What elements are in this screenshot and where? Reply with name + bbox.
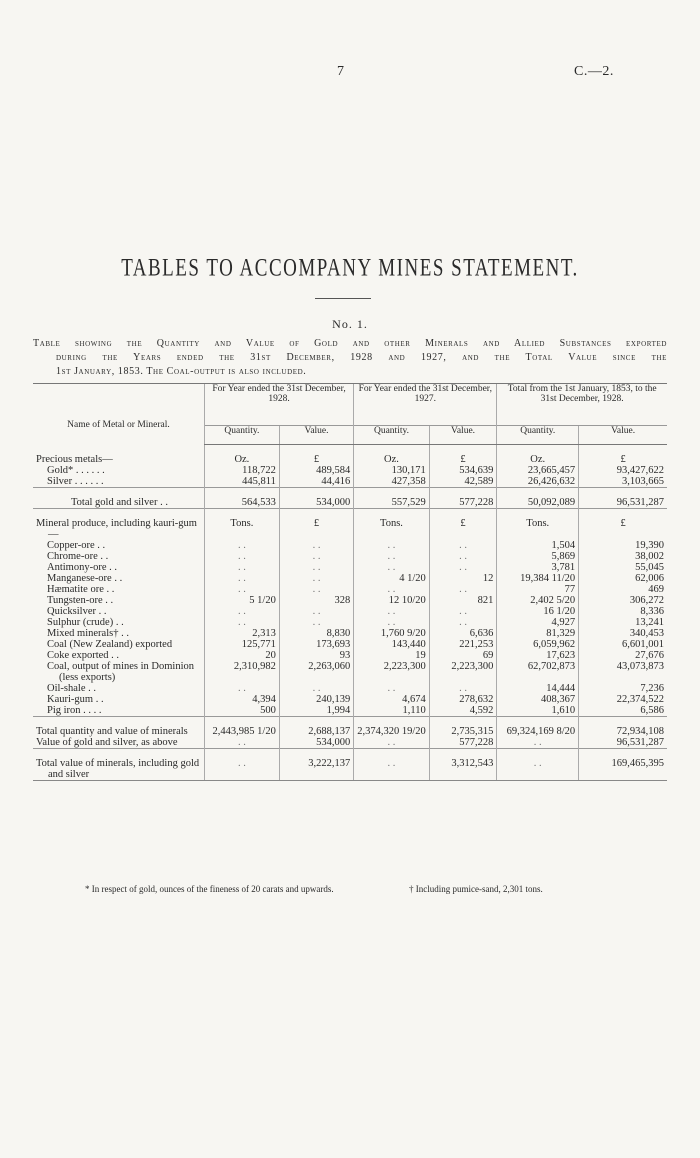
value-cell: 12 — [429, 573, 497, 584]
spacer-cell — [579, 716, 667, 726]
quantity-cell: Tons. — [497, 518, 579, 540]
quantity-cell: Tons. — [204, 518, 279, 540]
spacer-cell — [429, 748, 497, 758]
table-row — [33, 726, 667, 737]
spacer-cell — [354, 508, 430, 518]
table-row — [33, 737, 667, 749]
value-cell: 13,241 — [579, 617, 667, 628]
value-cell: 22,374,522 — [579, 694, 667, 705]
table-row — [33, 551, 667, 562]
empty-cell: . . — [354, 551, 430, 562]
value-cell: 534,000 — [279, 737, 353, 749]
spacer-cell — [33, 444, 204, 454]
row-label: Hæmatite ore . . — [47, 583, 115, 595]
quantity-cell: 2,223,300 — [354, 661, 430, 683]
quantity-cell: Oz. — [354, 454, 430, 465]
quantity-cell: Oz. — [204, 454, 279, 465]
empty-cell: . . — [204, 737, 279, 749]
empty-cell: . . — [497, 758, 579, 781]
row-label: Coal (New Zealand) exported — [47, 638, 173, 650]
quantity-cell: 23,665,457 — [497, 465, 579, 476]
row-label: Precious metals— — [36, 453, 113, 465]
value-cell: 62,006 — [579, 573, 667, 584]
empty-cell: . . — [429, 617, 497, 628]
spacer-cell — [33, 487, 204, 497]
spacer-cell — [579, 444, 667, 454]
value-cell: £ — [429, 518, 497, 540]
header-value: Value. — [429, 426, 497, 444]
empty-cell: . . — [354, 758, 430, 781]
table-row — [33, 628, 667, 639]
value-cell: 240,139 — [279, 694, 353, 705]
spacer-cell — [279, 508, 353, 518]
spacer-cell — [204, 508, 279, 518]
quantity-cell: 445,811 — [204, 476, 279, 488]
page-title: TABLES TO ACCOMPANY MINES STATEMENT. — [121, 254, 579, 283]
row-label: Value of gold and silver, as above — [36, 736, 178, 748]
empty-cell: . . — [279, 584, 353, 595]
page-reference: C.—2. — [574, 64, 614, 79]
header-value: Value. — [279, 426, 353, 444]
empty-cell: . . — [279, 573, 353, 584]
table-row — [33, 683, 667, 694]
page-number: 7 — [337, 64, 344, 79]
quantity-cell: 2,313 — [204, 628, 279, 639]
quantity-cell: 4,394 — [204, 694, 279, 705]
quantity-cell: 408,367 — [497, 694, 579, 705]
empty-cell: . . — [279, 562, 353, 573]
spacer-cell — [497, 508, 579, 518]
spacer-cell — [354, 748, 430, 758]
table-row — [33, 518, 667, 540]
table-row — [33, 639, 667, 650]
row-label: Pig iron . . . . — [47, 704, 102, 716]
spacer-cell — [579, 508, 667, 518]
quantity-cell: 118,722 — [204, 465, 279, 476]
table-row — [33, 465, 667, 476]
empty-cell: . . — [204, 606, 279, 617]
quantity-cell: 26,426,632 — [497, 476, 579, 488]
value-cell: 38,002 — [579, 551, 667, 562]
quantity-cell: 19 — [354, 650, 430, 661]
quantity-cell: 1,110 — [354, 705, 430, 717]
value-cell: 328 — [279, 595, 353, 606]
value-cell: 221,253 — [429, 639, 497, 650]
spacer-row — [33, 508, 667, 518]
value-cell: 534,000 — [279, 497, 353, 509]
quantity-cell: 4 1/20 — [354, 573, 430, 584]
empty-cell: . . — [354, 562, 430, 573]
row-label: Mixed minerals† . . — [47, 627, 129, 639]
quantity-cell: 1,610 — [497, 705, 579, 717]
table-row — [33, 661, 667, 683]
empty-cell: . . — [204, 573, 279, 584]
value-cell: £ — [429, 454, 497, 465]
spacer-cell — [429, 444, 497, 454]
spacer-cell — [354, 716, 430, 726]
row-label: Tungsten-ore . . — [47, 594, 114, 606]
quantity-cell: 500 — [204, 705, 279, 717]
row-label: Total value of minerals, including gold and silver — [33, 758, 204, 781]
spacer-cell — [279, 444, 353, 454]
value-cell: 173,693 — [279, 639, 353, 650]
table-row — [33, 595, 667, 606]
value-cell: 69 — [429, 650, 497, 661]
empty-cell: . . — [279, 540, 353, 551]
quantity-cell: 17,623 — [497, 650, 579, 661]
value-cell: 577,228 — [429, 497, 497, 509]
row-label: Manganese-ore . . — [47, 572, 123, 584]
caption-line-3: 1st January, 1853. The Coal-output is also included. — [56, 366, 307, 377]
table-row — [33, 705, 667, 717]
empty-cell: . . — [354, 617, 430, 628]
value-cell: 1,994 — [279, 705, 353, 717]
value-cell: 2,735,315 — [429, 726, 497, 737]
row-label: Quicksilver . . — [47, 605, 107, 617]
header-quantity: Quantity. — [497, 426, 579, 444]
value-cell: 340,453 — [579, 628, 667, 639]
value-cell: £ — [279, 518, 353, 540]
table-caption — [33, 337, 667, 379]
row-label: Gold* . . . . . . — [47, 464, 105, 476]
spacer-cell — [33, 748, 204, 758]
quantity-cell: 14,444 — [497, 683, 579, 694]
empty-cell: . . — [429, 551, 497, 562]
value-cell: 489,584 — [279, 465, 353, 476]
row-label: Silver . . . . . . — [47, 475, 104, 487]
value-cell: 3,103,665 — [579, 476, 667, 488]
empty-cell: . . — [429, 562, 497, 573]
row-label: Copper-ore . . — [47, 539, 106, 551]
table-row — [33, 584, 667, 595]
value-cell: 42,589 — [429, 476, 497, 488]
row-label: Mineral produce, including kauri-gum— — [36, 517, 197, 540]
spacer-cell — [497, 748, 579, 758]
spacer-cell — [354, 444, 430, 454]
quantity-cell: 6,059,962 — [497, 639, 579, 650]
footnote-mixed-minerals: † Including pumice-sand, 2,301 tons. — [409, 884, 543, 894]
spacer-cell — [33, 508, 204, 518]
value-cell: 6,586 — [579, 705, 667, 717]
spacer-cell — [497, 716, 579, 726]
header-total-since-1853: Total from the 1st January, 1853, to the 31st December, 1928. — [497, 384, 667, 426]
row-label: Antimony-ore . . — [47, 561, 117, 573]
quantity-cell: 50,092,089 — [497, 497, 579, 509]
empty-cell: . . — [354, 584, 430, 595]
row-label: Sulphur (crude) . . — [47, 616, 124, 628]
value-cell: 577,228 — [429, 737, 497, 749]
empty-cell: . . — [429, 683, 497, 694]
empty-cell: . . — [429, 584, 497, 595]
spacer-cell — [279, 487, 353, 497]
header-year-1927: For Year ended the 31st December, 1927. — [354, 384, 497, 426]
table-row — [33, 758, 667, 781]
table-row — [33, 617, 667, 628]
empty-cell: . . — [204, 617, 279, 628]
value-cell: 821 — [429, 595, 497, 606]
value-cell: 3,222,137 — [279, 758, 353, 781]
quantity-cell: 69,324,169 8/20 — [497, 726, 579, 737]
spacer-cell — [579, 487, 667, 497]
quantity-cell: 77 — [497, 584, 579, 595]
header-name: Name of Metal or Mineral. — [33, 384, 204, 445]
empty-cell: . . — [497, 737, 579, 749]
value-cell: 4,592 — [429, 705, 497, 717]
spacer-row — [33, 748, 667, 758]
value-cell: 19,390 — [579, 540, 667, 551]
table-row — [33, 606, 667, 617]
caption-line-2: during the Years ended the 31st December, 1928 and 1927, and the Total Value since the — [56, 352, 667, 363]
value-cell: £ — [579, 518, 667, 540]
value-cell: £ — [279, 454, 353, 465]
empty-cell: . . — [354, 540, 430, 551]
empty-cell: . . — [204, 551, 279, 562]
title-rule — [315, 298, 371, 299]
empty-cell: . . — [429, 540, 497, 551]
empty-cell: . . — [279, 606, 353, 617]
empty-cell: . . — [354, 683, 430, 694]
row-label: Total gold and silver . . — [71, 496, 168, 508]
empty-cell: . . — [429, 606, 497, 617]
quantity-cell: 1,760 9/20 — [354, 628, 430, 639]
value-cell: 306,272 — [579, 595, 667, 606]
value-cell: 72,934,108 — [579, 726, 667, 737]
quantity-cell: 130,171 — [354, 465, 430, 476]
value-cell: 96,531,287 — [579, 497, 667, 509]
table-row — [33, 573, 667, 584]
quantity-cell: 16 1/20 — [497, 606, 579, 617]
empty-cell: . . — [279, 683, 353, 694]
spacer-row — [33, 444, 667, 454]
quantity-cell: 2,402 5/20 — [497, 595, 579, 606]
quantity-cell: 5 1/20 — [204, 595, 279, 606]
row-label: Total quantity and value of minerals — [36, 725, 188, 737]
value-cell: 534,639 — [429, 465, 497, 476]
table-row — [33, 476, 667, 488]
spacer-row — [33, 716, 667, 726]
spacer-cell — [354, 487, 430, 497]
spacer-cell — [279, 716, 353, 726]
caption-line-1: Table showing the Quantity and Value of Gold and other Minerals and Allied Substances exported — [33, 338, 667, 349]
quantity-cell: 4,927 — [497, 617, 579, 628]
empty-cell: . . — [354, 737, 430, 749]
row-label: Kauri-gum . . — [47, 693, 104, 705]
value-cell: 93,427,622 — [579, 465, 667, 476]
spacer-row — [33, 487, 667, 497]
quantity-cell: 427,358 — [354, 476, 430, 488]
value-cell: 93 — [279, 650, 353, 661]
table-row — [33, 562, 667, 573]
quantity-cell: 143,440 — [354, 639, 430, 650]
value-cell: 2,688,137 — [279, 726, 353, 737]
empty-cell: . . — [204, 562, 279, 573]
spacer-cell — [429, 716, 497, 726]
spacer-cell — [497, 487, 579, 497]
value-cell: 43,073,873 — [579, 661, 667, 683]
empty-cell: . . — [354, 606, 430, 617]
spacer-cell — [279, 748, 353, 758]
empty-cell: . . — [279, 551, 353, 562]
spacer-cell — [497, 444, 579, 454]
value-cell: 44,416 — [279, 476, 353, 488]
spacer-cell — [579, 748, 667, 758]
quantity-cell: 5,869 — [497, 551, 579, 562]
value-cell: 7,236 — [579, 683, 667, 694]
quantity-cell: 2,310,982 — [204, 661, 279, 683]
table-number: No. 1. — [332, 317, 368, 331]
value-cell: 96,531,287 — [579, 737, 667, 749]
table-row — [33, 694, 667, 705]
empty-cell: . . — [204, 758, 279, 781]
quantity-cell: 19,384 11/20 — [497, 573, 579, 584]
row-label: Oil-shale . . — [47, 682, 96, 694]
empty-cell: . . — [204, 540, 279, 551]
row-label: Coke exported . . — [47, 649, 120, 661]
value-cell: 8,830 — [279, 628, 353, 639]
value-cell: 8,336 — [579, 606, 667, 617]
value-cell: 6,601,001 — [579, 639, 667, 650]
row-label: Chrome-ore . . — [47, 550, 109, 562]
empty-cell: . . — [204, 683, 279, 694]
spacer-cell — [429, 508, 497, 518]
spacer-cell — [204, 444, 279, 454]
footnote-gold: * In respect of gold, ounces of the fineness of 20 carats and upwards. — [85, 884, 334, 894]
quantity-cell: 557,529 — [354, 497, 430, 509]
value-cell: 2,223,300 — [429, 661, 497, 683]
value-cell: 2,263,060 — [279, 661, 353, 683]
empty-cell: . . — [279, 617, 353, 628]
value-cell: 3,312,543 — [429, 758, 497, 781]
quantity-cell: 2,374,320 19/20 — [354, 726, 430, 737]
quantity-cell: 2,443,985 1/20 — [204, 726, 279, 737]
header-year-1928: For Year ended the 31st December, 1928. — [204, 384, 353, 426]
minerals-table — [33, 383, 667, 781]
table-row — [33, 650, 667, 661]
header-quantity: Quantity. — [354, 426, 430, 444]
spacer-cell — [204, 716, 279, 726]
quantity-cell: Tons. — [354, 518, 430, 540]
quantity-cell: 4,674 — [354, 694, 430, 705]
quantity-cell: Oz. — [497, 454, 579, 465]
spacer-cell — [429, 487, 497, 497]
header-quantity: Quantity. — [204, 426, 279, 444]
quantity-cell: 125,771 — [204, 639, 279, 650]
quantity-cell: 20 — [204, 650, 279, 661]
quantity-cell: 564,533 — [204, 497, 279, 509]
quantity-cell: 81,329 — [497, 628, 579, 639]
table-row — [33, 540, 667, 551]
empty-cell: . . — [204, 584, 279, 595]
value-cell: 6,636 — [429, 628, 497, 639]
spacer-cell — [33, 716, 204, 726]
quantity-cell: 1,504 — [497, 540, 579, 551]
quantity-cell: 3,781 — [497, 562, 579, 573]
spacer-cell — [204, 487, 279, 497]
spacer-cell — [204, 748, 279, 758]
quantity-cell: 12 10/20 — [354, 595, 430, 606]
header-value: Value. — [579, 426, 667, 444]
table-row — [33, 454, 667, 465]
value-cell: 169,465,395 — [579, 758, 667, 781]
value-cell: 469 — [579, 584, 667, 595]
value-cell: 278,632 — [429, 694, 497, 705]
value-cell: £ — [579, 454, 667, 465]
value-cell: 55,045 — [579, 562, 667, 573]
table-row — [33, 497, 667, 509]
row-label: Coal, output of mines in Dominion (less exports) — [47, 660, 194, 683]
quantity-cell: 62,702,873 — [497, 661, 579, 683]
table-body — [33, 444, 667, 780]
value-cell: 27,676 — [579, 650, 667, 661]
